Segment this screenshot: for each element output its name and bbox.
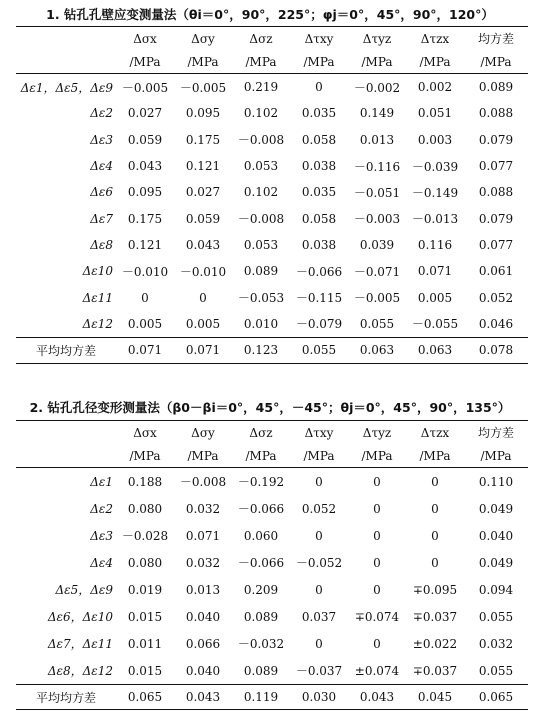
table-cell: 0.052 (478, 290, 514, 305)
table-cell: －0.055 (411, 317, 459, 332)
table-cell: 0.110 (464, 468, 528, 496)
table-row (16, 603, 528, 630)
table-cell: －0.008 (237, 212, 285, 227)
table-cell: 0.094 (478, 582, 514, 597)
header-row-symbols (16, 421, 528, 445)
table-cell: 0.053 (243, 159, 279, 174)
table-cell: 0.209 (243, 582, 279, 597)
table-cell: 0.095 (127, 185, 163, 200)
row-label: Δε4 (90, 555, 113, 570)
table-cell: 0.005 (127, 316, 163, 331)
table-cell: 0.089 (464, 74, 528, 101)
row-label: Δε8 (90, 237, 113, 252)
table-cell: /MPa (419, 448, 451, 463)
table-cell: 0.051 (417, 106, 453, 121)
table-cell: 0 (373, 501, 381, 516)
table-cell: 0.052 (301, 501, 337, 516)
table-cell: 0 (199, 290, 207, 305)
table-cell: 0.119 (232, 685, 290, 710)
table-cell: 0.049 (478, 555, 514, 570)
table-cell: 0.065 (464, 685, 528, 710)
table-cell: 0 (290, 468, 348, 496)
table-cell: 均方差 (464, 421, 528, 445)
table-cell: 0.038 (301, 159, 337, 174)
table-cell: Δτxy (290, 27, 348, 51)
table-cell: －0.066 (237, 556, 285, 570)
table-cell: 0.061 (478, 264, 514, 279)
table-row (16, 100, 528, 126)
table-cell: Δσy (174, 27, 232, 51)
table-cell: 0.175 (127, 211, 163, 226)
table-cell: －0.005 (116, 74, 174, 101)
table-cell: 0.116 (417, 237, 453, 252)
row-label: Δε12 (82, 316, 113, 331)
table-cell: 0.027 (127, 106, 163, 121)
table-row (16, 127, 528, 153)
table-cell: 0.043 (348, 685, 406, 710)
table-cell: 0.071 (417, 264, 453, 279)
table-cell: 0.123 (232, 337, 290, 363)
table-cell: 0.080 (127, 555, 163, 570)
table-cell: 0.037 (301, 609, 337, 624)
table-row (16, 495, 528, 522)
table-cell: －0.003 (353, 212, 401, 227)
table-cell: 0 (431, 555, 439, 570)
table-cell: 0 (315, 582, 323, 597)
table-cell: 0.079 (478, 211, 514, 226)
table-cell: Δτzx (406, 27, 464, 51)
row-label: Δε2 (90, 106, 113, 121)
table-cell: /MPa (419, 54, 451, 69)
table-cell: －0.053 (237, 291, 285, 306)
table-cell: 0.071 (116, 337, 174, 363)
table-cell: /MPa (129, 54, 161, 69)
table-cell: ∓0.095 (412, 582, 458, 597)
table-cell: 0.089 (243, 663, 279, 678)
table-cell: 0.077 (478, 237, 514, 252)
table-cell: －0.192 (232, 468, 290, 496)
table-row (16, 284, 528, 310)
table-cell: 0.055 (478, 663, 514, 678)
table-cell: －0.005 (174, 74, 232, 101)
table-cell: Δσx (116, 421, 174, 445)
table-row (16, 657, 528, 685)
table-cell: 0.089 (243, 264, 279, 279)
table-cell: －0.066 (237, 502, 285, 516)
table-cell: 0 (315, 636, 323, 651)
table-cell: 0.040 (478, 528, 514, 543)
table-cell: 0.030 (290, 685, 348, 710)
row-label: Δε3 (90, 528, 113, 543)
table-cell: 0.010 (243, 316, 279, 331)
table1 (16, 26, 528, 364)
table-cell: 0.035 (301, 106, 337, 121)
table-row (16, 576, 528, 603)
table-cell: －0.028 (121, 529, 169, 543)
table-cell: 0.043 (185, 237, 221, 252)
table-cell: 0.032 (185, 501, 221, 516)
table-cell: ∓0.074 (354, 609, 400, 624)
row-label: Δε8，Δε12 (47, 664, 113, 678)
table-cell: 0.005 (185, 316, 221, 331)
table-cell: /MPa (187, 448, 219, 463)
table-cell: 0.121 (185, 159, 221, 174)
table-cell: 0 (315, 528, 323, 543)
table-row (16, 232, 528, 258)
table-cell: 0.058 (301, 132, 337, 147)
table-cell: ±0.022 (412, 636, 458, 651)
table-cell: 0 (290, 74, 348, 101)
table-cell: 0.071 (174, 337, 232, 363)
table2 (16, 420, 528, 710)
average-row (16, 337, 528, 363)
table-cell: 0.043 (174, 685, 232, 710)
row-label: Δε6 (90, 185, 113, 200)
table-cell: Δσz (232, 27, 290, 51)
table-row (16, 468, 528, 496)
table-cell: /MPa (480, 448, 512, 463)
table-cell: －0.010 (121, 264, 169, 279)
table-cell: 0.175 (185, 132, 221, 147)
table-row (16, 630, 528, 657)
table-cell: 0.002 (406, 74, 464, 101)
table-cell: 0.079 (478, 132, 514, 147)
row-label: Δε2 (90, 501, 113, 516)
table-cell: 0.063 (406, 337, 464, 363)
table-cell: 0.005 (417, 290, 453, 305)
row-label: Δε3 (90, 132, 113, 147)
row-label: Δε1 (16, 468, 116, 496)
table-cell: －0.052 (295, 556, 343, 570)
table-cell: /MPa (361, 54, 393, 69)
table-cell: ∓0.037 (412, 609, 458, 624)
table-row (16, 258, 528, 284)
table1-title: 1. 钻孔孔壁应变测量法（θi＝0°，90°，225°；φj＝0°，45°，90°，120°） (46, 7, 494, 22)
table-cell: 0.088 (478, 106, 514, 121)
table-cell: 0.065 (116, 685, 174, 710)
table-cell: 0.121 (127, 237, 163, 252)
table-cell: Δτzx (406, 421, 464, 445)
header-row-symbols (16, 27, 528, 51)
table-cell: 0 (373, 555, 381, 570)
table-cell: 0.188 (116, 468, 174, 496)
table-row (16, 549, 528, 576)
row-label: Δε1，Δε5，Δε9 (16, 74, 116, 101)
table-cell: 0.102 (243, 106, 279, 121)
table-cell: /MPa (480, 54, 512, 69)
table-cell: 0.055 (359, 316, 395, 331)
table-cell: 0.063 (348, 337, 406, 363)
table-cell: ±0.074 (354, 663, 400, 678)
table-row (16, 153, 528, 179)
table-cell: 0.032 (185, 555, 221, 570)
table-cell: /MPa (303, 54, 335, 69)
table-cell: －0.071 (353, 264, 401, 279)
table-cell: 0.066 (185, 636, 221, 651)
table-cell: /MPa (129, 448, 161, 463)
table-cell: 0.055 (290, 337, 348, 363)
table-cell: 0 (141, 290, 149, 305)
table-cell: 0.046 (478, 316, 514, 331)
table-cell: 0.038 (301, 237, 337, 252)
row-label: Δε11 (82, 290, 113, 305)
table-cell: －0.115 (295, 291, 343, 306)
table-cell: 0.149 (359, 106, 395, 121)
table-cell: 0.049 (478, 501, 514, 516)
table-row (16, 205, 528, 231)
table-row (16, 522, 528, 549)
row-label: Δε5，Δε9 (55, 583, 113, 597)
table-cell: －0.002 (348, 74, 406, 101)
table-cell: －0.013 (411, 212, 459, 227)
row-label: Δε6，Δε10 (47, 610, 113, 624)
table-cell: 0.043 (127, 159, 163, 174)
table-cell (16, 444, 116, 468)
table-cell: －0.066 (295, 264, 343, 279)
row-label: Δε7 (90, 211, 113, 226)
average-label: 平均均方差 (16, 685, 116, 710)
table-cell: 0.053 (243, 237, 279, 252)
average-row (16, 685, 528, 710)
table-cell: /MPa (187, 54, 219, 69)
table-cell: －0.037 (295, 664, 343, 678)
table-cell: 0.015 (127, 609, 163, 624)
header-row-units (16, 444, 528, 468)
table-cell: 0.102 (243, 185, 279, 200)
table-row (16, 74, 528, 101)
table-cell: 0.035 (301, 185, 337, 200)
table-cell: －0.149 (411, 185, 459, 200)
table-cell: －0.051 (353, 185, 401, 200)
table-cell: －0.010 (179, 264, 227, 279)
table-cell: 0.045 (406, 685, 464, 710)
table-row (16, 311, 528, 338)
table-cell: 0.032 (478, 636, 514, 651)
table-cell: －0.032 (237, 637, 285, 651)
table-cell: 0.219 (232, 74, 290, 101)
table-cell: 0.071 (185, 528, 221, 543)
row-label: Δε7，Δε11 (47, 637, 113, 651)
average-label: 平均均方差 (16, 337, 116, 363)
table-cell (16, 421, 116, 445)
table-cell: 0.080 (127, 501, 163, 516)
table-cell: －0.008 (174, 468, 232, 496)
table-cell: 均方差 (464, 27, 528, 51)
table-cell: －0.005 (353, 291, 401, 306)
table-cell: －0.116 (353, 159, 401, 174)
table-cell: 0 (406, 468, 464, 496)
table-row (16, 179, 528, 205)
table-cell: ∓0.037 (412, 663, 458, 678)
table-cell: 0.013 (359, 132, 395, 147)
table-cell: /MPa (361, 448, 393, 463)
table-cell: 0.027 (185, 185, 221, 200)
table-cell: 0.015 (127, 663, 163, 678)
table-cell: 0.077 (478, 159, 514, 174)
table-cell: 0.059 (127, 132, 163, 147)
header-row-units (16, 50, 528, 74)
row-label: Δε10 (82, 264, 113, 279)
table-cell: 0.019 (127, 582, 163, 597)
table-cell: 0.003 (417, 132, 453, 147)
table-cell: 0 (373, 636, 381, 651)
table-cell (16, 27, 116, 51)
table-cell: /MPa (245, 448, 277, 463)
table-cell: 0 (348, 468, 406, 496)
table-cell: －0.039 (411, 159, 459, 174)
table-cell: 0.088 (478, 185, 514, 200)
table-cell: 0.058 (301, 211, 337, 226)
table-cell: 0 (431, 501, 439, 516)
table-cell: －0.008 (237, 133, 285, 148)
table-cell: 0.089 (243, 609, 279, 624)
table-cell: /MPa (303, 448, 335, 463)
table-cell: 0.039 (359, 237, 395, 252)
table-cell: 0.040 (185, 609, 221, 624)
table2-title: 2. 钻孔孔径变形测量法（β0－βi＝0°，45°，－45°；θj＝0°，45°，90°，135°） (29, 400, 511, 415)
table-cell: Δσz (232, 421, 290, 445)
table-cell: 0.011 (127, 636, 163, 651)
table-cell: /MPa (245, 54, 277, 69)
table-cell: 0 (373, 582, 381, 597)
table-cell: Δσy (174, 421, 232, 445)
table-cell: Δτxy (290, 421, 348, 445)
table-cell: 0 (431, 528, 439, 543)
row-label: Δε4 (90, 159, 113, 174)
table-cell: 0.078 (464, 337, 528, 363)
table-cell: 0.060 (243, 528, 279, 543)
table-cell: 0 (373, 528, 381, 543)
table-cell: 0.013 (185, 582, 221, 597)
table-cell (16, 50, 116, 74)
table-cell: 0.040 (185, 663, 221, 678)
table-cell: Δτyz (348, 421, 406, 445)
table-cell: 0.055 (478, 609, 514, 624)
table-cell: －0.079 (295, 317, 343, 332)
table-cell: 0.059 (185, 211, 221, 226)
table-cell: 0.095 (185, 106, 221, 121)
table-cell: Δτyz (348, 27, 406, 51)
table-cell: Δσx (116, 27, 174, 51)
